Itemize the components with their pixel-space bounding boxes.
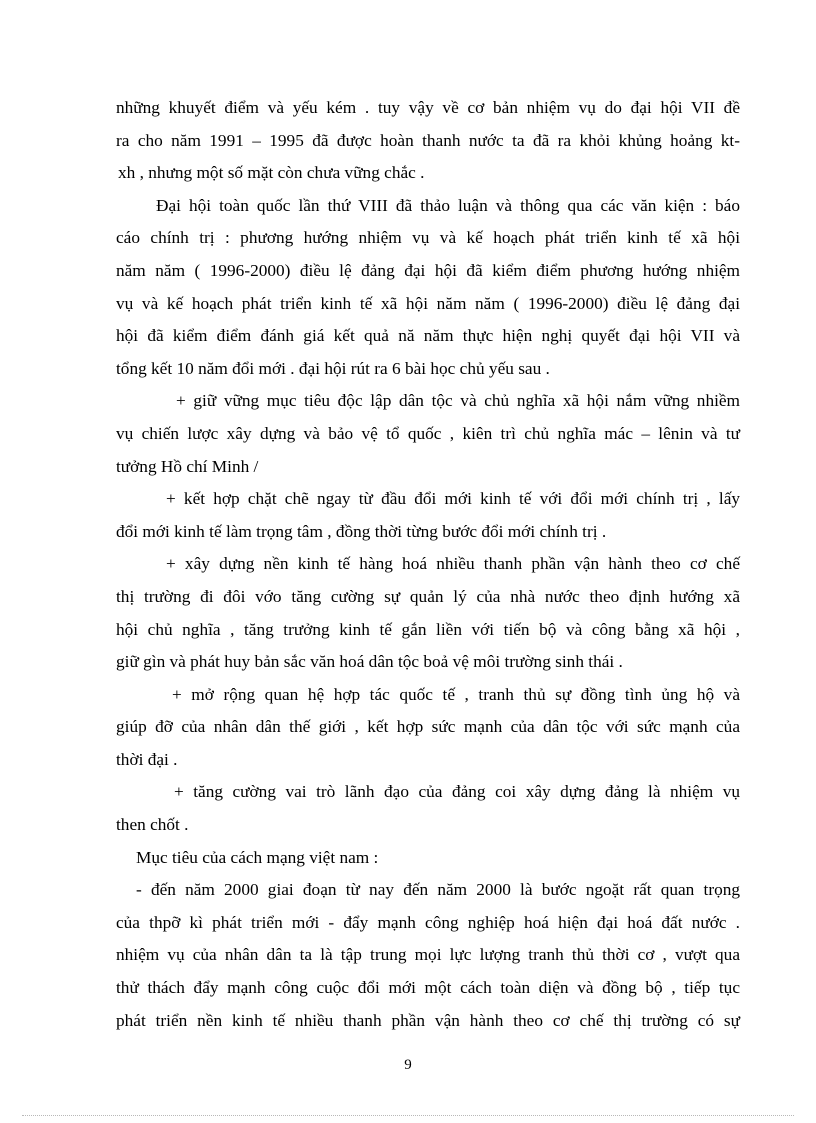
text-line: tưởng Hồ chí Minh / [116, 456, 259, 476]
text-line: + giữ vững mục tiêu độc lập dân tộc và chủ nghĩa xã hội nắm vững nhiềm [176, 391, 740, 411]
text-line: then chốt . [116, 815, 189, 835]
text-line: ra cho năm 1991 – 1995 đã được hoàn thanh nước ta đã ra khỏi khủng hoảng kt- [116, 130, 740, 150]
text-line: phát triển nền kinh tế nhiều thanh phần vận hành theo cơ chế thị trường có sự [116, 1010, 740, 1030]
text-line: thị trường đi đôi vớo tăng cường sự quản lý của nhà nước theo định hướng xã [116, 586, 740, 606]
text-line: năm năm ( 1996-2000) điều lệ đảng đại hội đã kiểm điểm phương hướng nhiệm [116, 260, 740, 280]
text-line: - đến năm 2000 giai đoạn từ nay đến năm 2000 là bước ngoặt rất quan trọng [136, 880, 740, 900]
text-line: giúp đỡ của nhân dân thế giới , kết hợp sức mạnh của dân tộc với sức mạnh của [116, 717, 740, 737]
text-line: xh , nhưng một số mặt còn chưa vững chắc . [118, 163, 425, 183]
text-line: nhiệm vụ của nhân dân ta là tập trung mọi lực lượng tranh thủ thời cơ , vượt qua [116, 945, 740, 965]
text-line: đổi mới kinh tế làm trọng tâm , đồng thời từng bước đổi mới chính trị . [116, 521, 607, 541]
text-line: tổng kết 10 năm đổi mới . đại hội rút ra 6 bài học chủ yếu sau . [116, 358, 550, 378]
text-line: vụ và kế hoạch phát triển kinh tế xã hội năm năm ( 1996-2000) điều lệ đảng đại [116, 293, 740, 313]
text-line: giữ gìn và phát huy bản sắc văn hoá dân tộc boả vệ môi trường sinh thái . [116, 652, 623, 672]
text-line: + mở rộng quan hệ hợp tác quốc tế , tranh thủ sự đồng tình ủng hộ và [172, 684, 740, 704]
text-line: + tăng cường vai trò lãnh đạo của đảng coi xây dựng đảng là nhiệm vụ [174, 782, 740, 802]
text-line: thời đại . [116, 749, 178, 769]
text-line: cáo chính trị : phương hướng nhiệm vụ và kế hoạch phát triển kinh tế xã hội [116, 228, 740, 248]
page-number: 9 [404, 1057, 412, 1073]
text-line: những khuyết điểm và yếu kém . tuy vậy về cơ bản nhiệm vụ do đại hội VII đề [116, 98, 740, 117]
text-line: + xây dựng nền kinh tế hàng hoá nhiều thanh phần vận hành theo cơ chế [166, 554, 740, 574]
text-line: Đại hội toàn quốc lần thứ VIII đã thảo luận và thông qua các văn kiện : báo [156, 195, 740, 215]
document-body [116, 92, 740, 1037]
text-line: hội chủ nghĩa , tăng trưởng kinh tế gắn liền với tiến bộ và công bằng xã hội , [116, 619, 740, 639]
text-line: hội đã kiểm điểm đánh giá kết quả nă năm thực hiện nghị quyết đại hội VII và [116, 326, 740, 346]
text-line: + kết hợp chặt chẽ ngay từ đầu đổi mới kinh tế với đổi mới chính trị , lấy [166, 489, 740, 509]
text-line: của thpỡ kì phát triển mới - đẩy mạnh công nghiệp hoá hiện đại hoá đất nước . [116, 912, 740, 932]
text-line: thử thách đẩy mạnh công cuộc đổi mới một cách toàn diện và đồng bộ , tiếp tục [116, 978, 740, 998]
page-bottom-divider [22, 1115, 794, 1116]
text-line: vụ chiến lược xây dựng và bảo vệ tổ quốc , kiên trì chủ nghĩa mác – lênin và tư [116, 423, 740, 443]
section-heading: Mục tiêu của cách mạng việt nam : [136, 847, 379, 867]
